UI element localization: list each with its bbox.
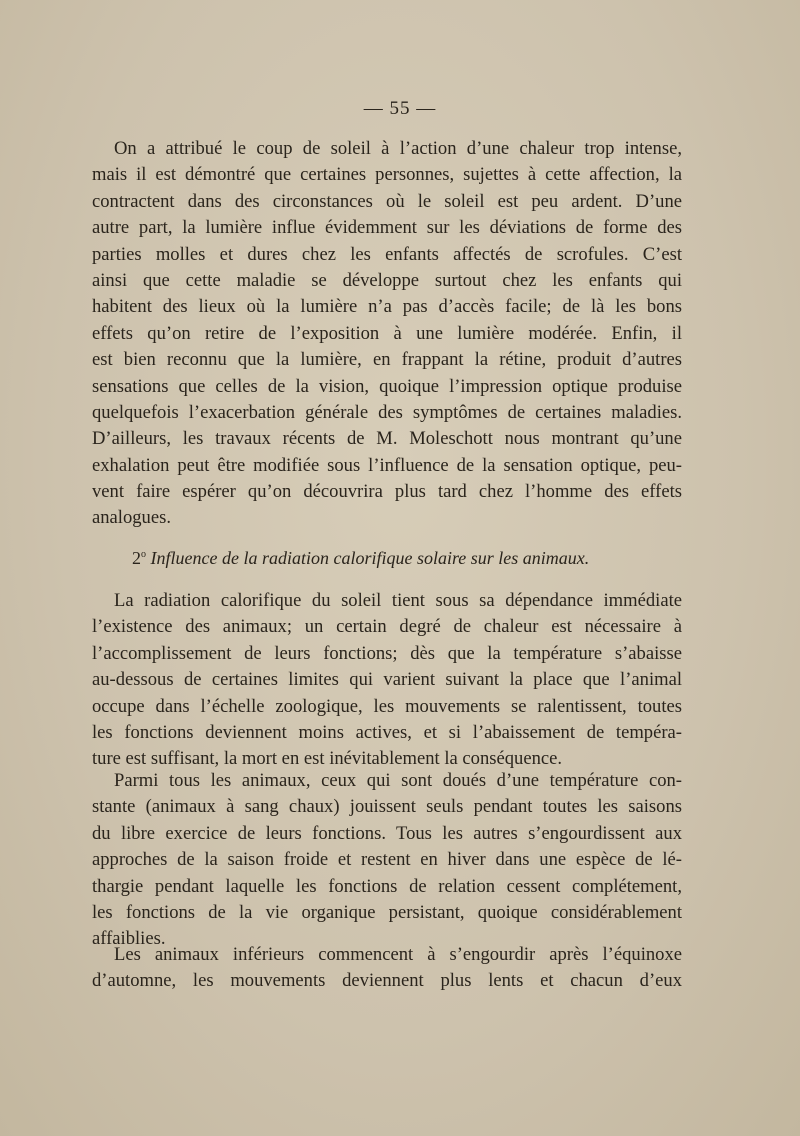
section-number: 2$^o$ bbox=[132, 548, 146, 568]
text-line: mais il est démontré que certaines personnes, sujettes à cette affection, la bbox=[92, 164, 682, 186]
text-line: exhalation peut être modifiée sous l’influence de la sensation optique, peu- bbox=[92, 454, 682, 476]
text-line: ture est suffisant, la mort en est inévitablement la conséquence. bbox=[92, 748, 563, 770]
text-line: au-dessous de certaines limites qui varient suivant la place que l’animal bbox=[92, 669, 682, 691]
text-line: Les animaux inférieurs commencent à s’engourdir après l’équinoxe bbox=[114, 944, 682, 965]
text-line: effets qu’on retire de l’exposition à une lumière modérée. Enfin, il bbox=[92, 322, 682, 344]
text-line: quelquefois l’exacerbation générale des symptômes de certaines maladies. bbox=[92, 401, 682, 423]
paragraph-1 bbox=[92, 136, 682, 532]
paragraph-4 bbox=[92, 942, 682, 995]
text-line: ainsi que cette maladie se développe surtout chez les enfants qui bbox=[92, 269, 682, 291]
text-line: du libre exercice de leurs fonctions. Tous les autres s’engourdissent aux bbox=[92, 822, 682, 844]
text-line: l’existence des animaux; un certain degré de chaleur est nécessaire à bbox=[92, 616, 682, 638]
text-line: affaiblies. bbox=[92, 928, 166, 950]
text-line: thargie pendant laquelle les fonctions de relation cessent complétement, bbox=[92, 875, 682, 897]
text-line: approches de la saison froide et restent en hiver dans une espèce de lé- bbox=[92, 849, 682, 871]
text-line: D’ailleurs, les travaux récents de M. Moleschott nous montrant qu’une bbox=[92, 428, 682, 450]
text-line: sensations que celles de la vision, quoique l’impression optique produise bbox=[92, 375, 682, 397]
text-line: les fonctions deviennent moins actives, et si l’abaissement de tempéra- bbox=[92, 721, 682, 743]
text-line: d’automne, les mouvements deviennent plus lents et chacun d’eux bbox=[92, 970, 682, 992]
page-number: — 55 — bbox=[363, 98, 437, 119]
text-line: analogues. bbox=[92, 507, 171, 529]
section-title: Influence de la radiation calorifique solaire sur les animaux. bbox=[150, 548, 590, 568]
text-line: stante (animaux à sang chaux) jouissent seuls pendant toutes les saisons bbox=[92, 796, 682, 818]
section-heading bbox=[92, 548, 682, 569]
text-line: vent faire espérer qu’on découvrira plus tard chez l’homme des effets bbox=[92, 481, 682, 503]
text-line: habitent des lieux où la lumière n’a pas d’accès facile; de là les bons bbox=[92, 296, 682, 318]
text-line: autre part, la lumière influe évidemment sur les déviations de forme des bbox=[92, 217, 682, 239]
text-line: La radiation calorifique du soleil tient sous sa dépendance immédiate bbox=[114, 590, 682, 611]
text-line: parties molles et dures chez les enfants affectés de scrofules. C’est bbox=[92, 243, 682, 265]
paragraph-3 bbox=[92, 768, 682, 953]
text-line: les fonctions de la vie organique persistant, quoique considérablement bbox=[92, 901, 682, 923]
paragraph-2 bbox=[92, 588, 682, 773]
text-line: Parmi tous les animaux, ceux qui sont doués d’une température con- bbox=[114, 770, 682, 791]
text-line: contractent dans des circonstances où le soleil est peu ardent. D’une bbox=[92, 190, 682, 212]
text-line: l’accomplissement de leurs fonctions; dès que la température s’abaisse bbox=[92, 642, 682, 664]
text-line: est bien reconnu que la lumière, en frappant la rétine, produit d’autres bbox=[92, 349, 682, 371]
text-line: On a attribué le coup de soleil à l’action d’une chaleur trop intense, bbox=[114, 138, 682, 159]
text-line: occupe dans l’échelle zoologique, les mouvements se ralentissent, toutes bbox=[92, 695, 682, 717]
